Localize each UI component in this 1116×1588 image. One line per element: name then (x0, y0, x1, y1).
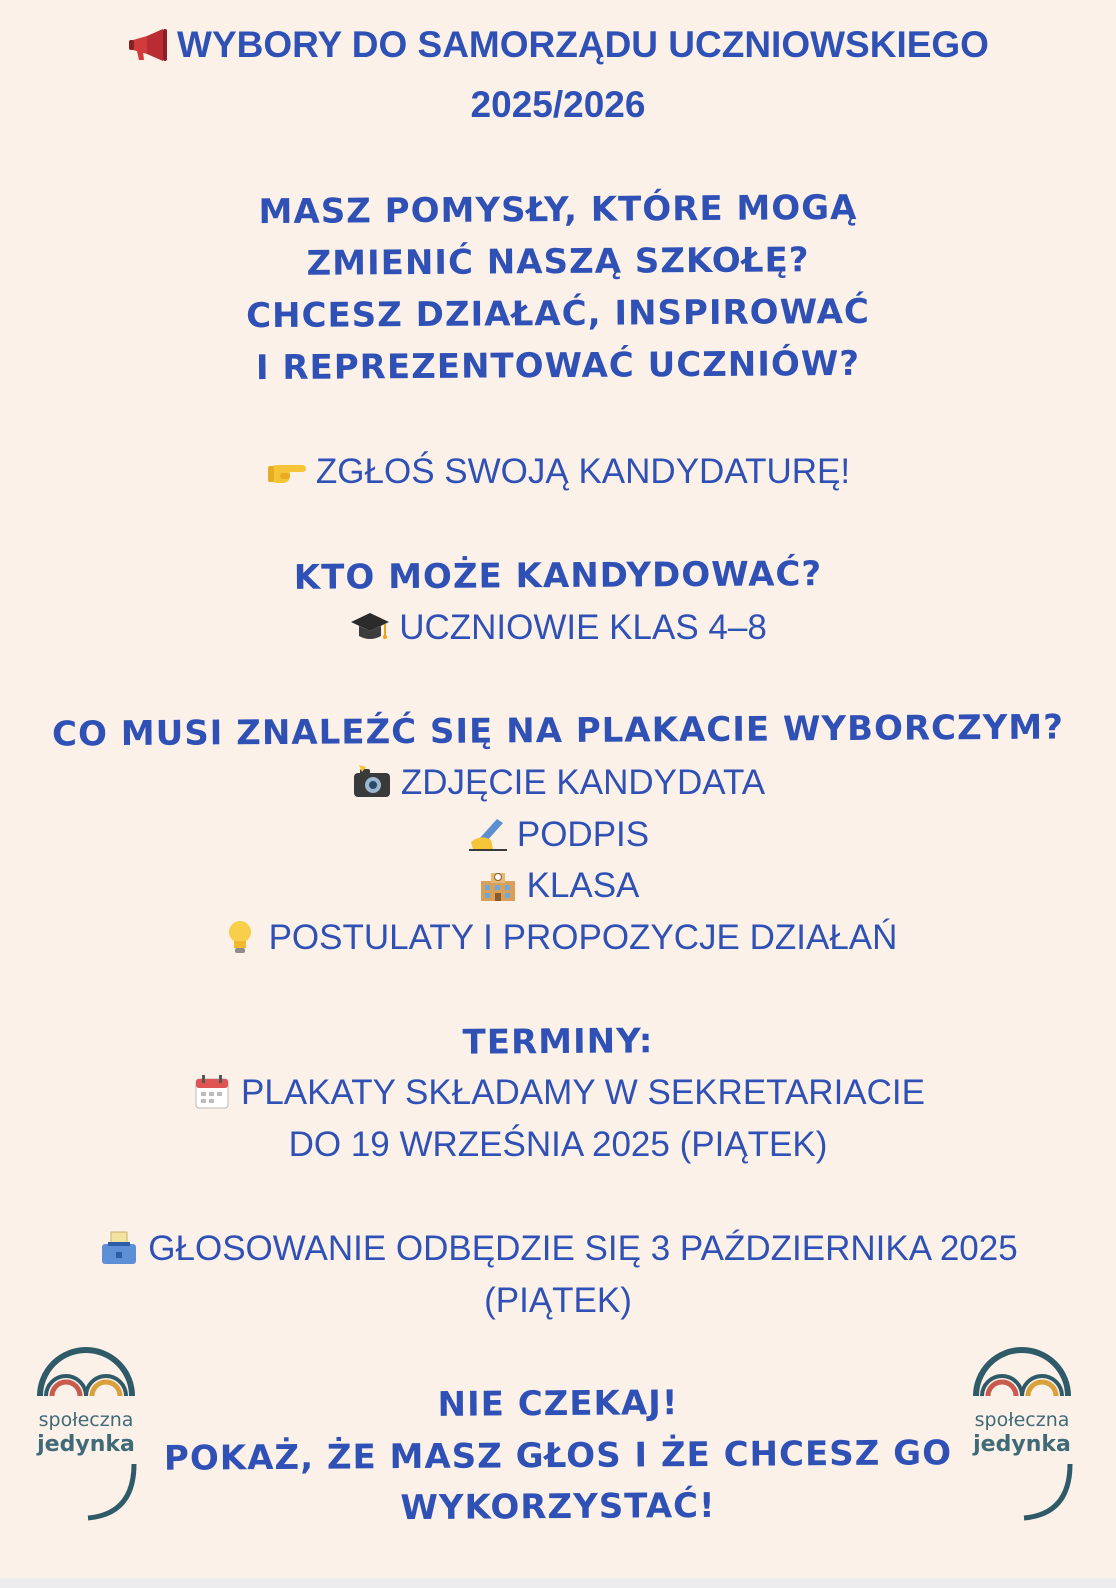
who-item-text: UCZNIOWIE KLAS 4–8 (399, 608, 767, 647)
logo-text-jedynka: jedynka (37, 1432, 135, 1457)
school-building-icon (477, 867, 519, 903)
school-logo-left (30, 1346, 142, 1528)
requirement-photo (0, 763, 1116, 803)
deadline-voting-line-1 (0, 1229, 1116, 1269)
deadline-posters-line-1 (0, 1073, 1116, 1113)
school-logo-right (966, 1346, 1078, 1528)
calendar-icon (191, 1074, 233, 1110)
title-text-1: WYBORY DO SAMORZĄDU UCZNIOWSKIEGO (177, 24, 989, 65)
question-line-1: MASZ POMYSŁY, KTÓRE MOGĄ (258, 187, 858, 233)
call-to-action-text: ZGŁOŚ SWOJĄ KANDYDATURĘ! (315, 452, 851, 491)
requirement-signature (0, 815, 1116, 855)
megaphone-icon (127, 27, 169, 63)
who-item (0, 608, 1116, 648)
poster-requirements-heading: CO MUSI ZNALEŹĆ SIĘ NA PLAKACIE WYBORCZYM? (51, 707, 1065, 755)
requirement-ideas (0, 918, 1116, 958)
question-line-4: I REPREZENTOWAĆ UCZNIÓW? (255, 343, 861, 389)
closing-line-3: WYKORZYSTAĆ! (400, 1485, 716, 1529)
requirement-class-text: KLASA (526, 866, 640, 905)
logo-text-spoleczna: społeczna (974, 1409, 1070, 1431)
deadline-voting-line-2: (PIĄTEK) (484, 1281, 632, 1320)
title-line-2: 2025/2026 (470, 84, 646, 125)
call-to-action (0, 452, 1116, 492)
deadline-posters-text-1: PLAKATY SKŁADAMY W SEKRETARIACIE (240, 1073, 925, 1112)
closing-line-1: NIE CZEKAJ! (437, 1383, 679, 1425)
writing-hand-icon (467, 816, 509, 852)
title-line-1 (0, 24, 1116, 66)
who-heading: KTO MOŻE KANDYDOWAĆ? (293, 554, 823, 598)
deadlines-heading: TERMINY: (462, 1021, 654, 1063)
requirement-photo-text: ZDJĘCIE KANDYDATA (400, 763, 766, 802)
question-line-2: ZMIENIĆ NASZĄ SZKOŁĘ? (306, 240, 810, 284)
ballot-box-icon (98, 1230, 140, 1266)
requirement-class (0, 866, 1116, 906)
graduation-cap-icon (349, 609, 391, 645)
deadline-voting-text-1: GŁOSOWANIE ODBĘDZIE SIĘ 3 PAŹDZIERNIKA 2025 (148, 1229, 1018, 1268)
pointing-hand-icon (266, 453, 308, 489)
closing-line-2: POKAŻ, ŻE MASZ GŁOS I ŻE CHCESZ GO (163, 1433, 953, 1479)
requirement-signature-text: PODPIS (516, 815, 650, 854)
logo-text-spoleczna: społeczna (38, 1409, 134, 1431)
camera-flash-icon (351, 764, 393, 800)
requirement-ideas-text: POSTULATY I PROPOZYCJE DZIAŁAŃ (268, 918, 898, 957)
question-line-3: CHCESZ DZIAŁAĆ, INSPIROWAĆ (245, 291, 871, 337)
light-bulb-icon (219, 919, 261, 955)
logo-text-jedynka: jedynka (973, 1432, 1071, 1457)
deadline-posters-line-2: DO 19 WRZEŚNIA 2025 (PIĄTEK) (288, 1125, 828, 1164)
